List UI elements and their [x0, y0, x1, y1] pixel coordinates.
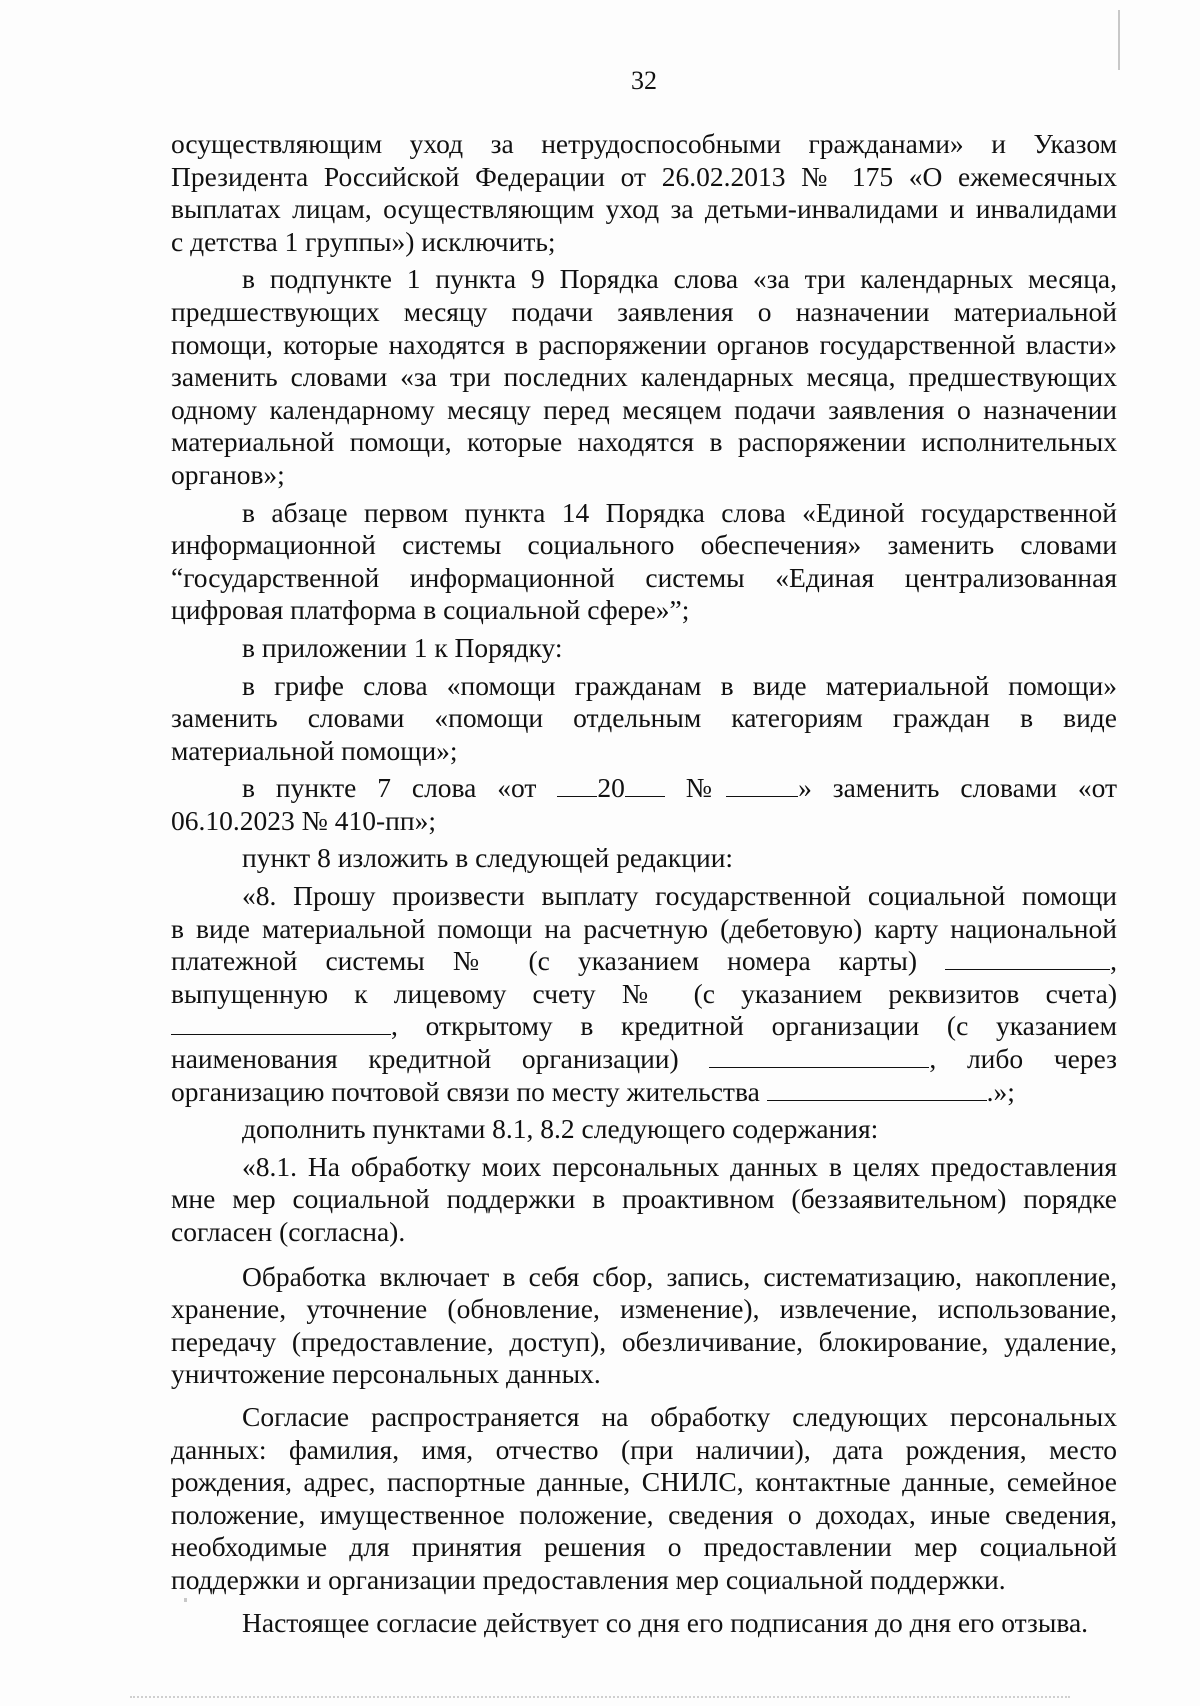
- text-fragment: , открытому в кредитной организации (с указанием: [391, 1010, 1117, 1042]
- text-line: в приложении 1 к Порядку:: [242, 631, 563, 663]
- text-line: согласен (согласна).: [171, 1216, 406, 1247]
- text-line: заменить словами «помощи отдельным категориям граждан в виде: [171, 702, 1117, 734]
- text-line: выплатах лицам, осуществляющим уход за детьми-инвалидами и инвалидами: [171, 193, 1117, 225]
- blank-field: [625, 772, 665, 797]
- text-fragment: ,: [1110, 945, 1117, 977]
- text-fragment: в пункте 7 слова «от: [242, 772, 537, 804]
- document-body: [171, 128, 1117, 1639]
- scan-artifact: [184, 1598, 187, 1602]
- text-line: цифровая платформа в социальной сфере»”;: [171, 594, 690, 626]
- text-line: помощи, которые находятся в распоряжении органов государственной власти»: [171, 328, 1117, 360]
- text-line: дополнить пунктами 8.1, 8.2 следующего содержания:: [242, 1113, 879, 1145]
- text-line: в абзаце первом пункта 14 Порядка слова «Единой государственной: [242, 496, 1117, 528]
- text-fragment: №: [685, 772, 727, 804]
- blank-field: [767, 1076, 987, 1101]
- text-line: информационной системы социального обеспечения» заменить словами: [171, 529, 1117, 561]
- text-line: пункт 8 изложить в следующей редакции:: [242, 842, 734, 874]
- text-fragment: » заменить словами «от: [798, 772, 1118, 804]
- blank-field: [557, 772, 597, 797]
- text-line: материальной помощи»;: [171, 734, 458, 766]
- text-line: выпущенную к лицевому счету № (с указанием реквизитов счета): [171, 977, 1117, 1009]
- text-line: Согласие распространяется на обработку следующих персональных: [242, 1400, 1117, 1432]
- text-fragment: наименования кредитной организации): [171, 1043, 679, 1075]
- text-fragment: организацию почтовой связи по месту жительства: [171, 1075, 760, 1107]
- paragraph: [171, 1607, 1117, 1640]
- text-line: [171, 945, 1117, 978]
- text-fragment: платежной системы № (с указанием номера карты): [171, 945, 917, 977]
- text-line: заменить словами «за три последних календарных месяца, предшествующих: [171, 361, 1117, 393]
- text-line: Настоящее согласие действует со дня его подписания до дня его отзыва.: [242, 1606, 1089, 1638]
- page-number: 32: [631, 66, 657, 95]
- text-line: в виде материальной помощи на расчетную (дебетовую) карту национальной: [171, 912, 1117, 944]
- text-line: рождения, адрес, паспортные данные, СНИЛС, контактные данные, семейное: [171, 1466, 1117, 1498]
- scan-artifact: [1118, 10, 1120, 70]
- paragraph: [171, 497, 1117, 627]
- paragraph: [171, 880, 1117, 1108]
- text-line: с детства 1 группы») исключить;: [171, 225, 556, 257]
- paragraph: [171, 1113, 1117, 1146]
- text-fragment: .»;: [986, 1075, 1015, 1107]
- blank-field: [726, 772, 798, 797]
- text-line: [171, 1010, 1117, 1043]
- text-line: необходимые для принятия решения о предоставлении мер социальной: [171, 1531, 1117, 1563]
- text-line: материальной помощи, которые находятся в распоряжении исполнительных: [171, 426, 1117, 458]
- text-fragment: [709, 1043, 1117, 1074]
- text-line: Президента Российской Федерации от 26.02.2013 № 175 «О ежемесячных: [171, 160, 1117, 192]
- paragraph: [171, 128, 1117, 258]
- blank-field: [709, 1043, 929, 1068]
- text-line: хранение, уточнение (обновление, изменение), извлечение, использование,: [171, 1293, 1117, 1325]
- text-line: [171, 1043, 1117, 1076]
- text-line: «8. Прошу произвести выплату государственной социальной помощи: [242, 880, 1117, 912]
- text-line: в подпункте 1 пункта 9 Порядка слова «за три календарных месяца,: [242, 263, 1117, 295]
- paragraph: [171, 1261, 1117, 1391]
- paragraph: [171, 632, 1117, 665]
- text-line: мне мер социальной поддержки в проактивном (беззаявительном) порядке: [171, 1183, 1117, 1215]
- scan-artifact: [130, 1696, 1070, 1701]
- paragraph: [171, 263, 1117, 491]
- text-fragment: [945, 945, 1117, 976]
- paragraph: [171, 1401, 1117, 1597]
- text-line: данных: фамилия, имя, отчество (при наличии), дата рождения, место: [171, 1433, 1117, 1465]
- text-line: 06.10.2023 № 410-пп»;: [171, 804, 436, 836]
- paragraph: [171, 1151, 1117, 1249]
- text-fragment: 20: [597, 772, 625, 804]
- text-line: уничтожение персональных данных.: [171, 1358, 601, 1390]
- blank-field: [171, 1010, 391, 1035]
- paragraph: [171, 670, 1117, 768]
- paragraph: [171, 772, 1117, 837]
- text-line: органов»;: [171, 458, 285, 490]
- text-line: [171, 772, 1117, 805]
- paragraph: [171, 842, 1117, 875]
- text-line: Обработка включает в себя сбор, запись, систематизацию, накопление,: [242, 1260, 1117, 1292]
- text-line: предшествующих месяцу подачи заявления о назначении материальной: [171, 295, 1117, 327]
- text-line: «8.1. На обработку моих персональных данных в целях предоставления: [242, 1150, 1117, 1182]
- text-line: осуществляющим уход за нетрудоспособными гражданами» и Указом: [171, 128, 1117, 159]
- text-line: [171, 1076, 1117, 1109]
- text-line: положение, имущественное положение, сведения о доходах, иные сведения,: [171, 1498, 1117, 1530]
- text-line: поддержки и организации предоставления мер социальной поддержки.: [171, 1563, 1006, 1595]
- text-fragment: , либо через: [929, 1043, 1118, 1075]
- text-line: “государственной информационной системы «Единая централизованная: [171, 561, 1117, 593]
- text-line: передачу (предоставление, доступ), обезличивание, блокирование, удаление,: [171, 1325, 1117, 1357]
- text-line: одному календарному месяцу перед месяцем подачи заявления о назначении: [171, 393, 1117, 425]
- blank-field: [945, 945, 1110, 970]
- text-line: в грифе слова «помощи гражданам в виде материальной помощи»: [242, 669, 1117, 701]
